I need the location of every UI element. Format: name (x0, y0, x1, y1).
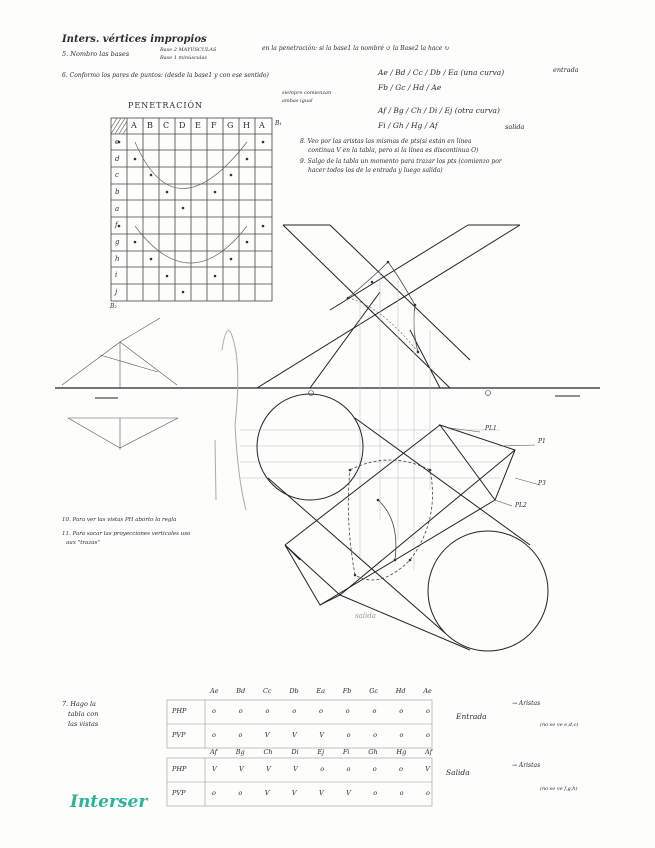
entrada-pairs-2: Fb / Gc / Hd / Ae (378, 83, 442, 92)
salida-header-row (210, 748, 432, 756)
view-cell: o (345, 707, 350, 715)
col-header-e: E (195, 121, 201, 130)
step5-tail: en la penetración: si la base1 la nombré ↺ la Base2 la hace ↻ (262, 45, 450, 52)
view-cell: o (292, 707, 297, 715)
view-cell: o (319, 707, 323, 715)
salida-header-cell: Ej (317, 748, 325, 756)
entrada-pairs-1: Ae / Bd / Cc / Db / Ea (una curva) (378, 68, 505, 77)
step6-text: 6. Conformo los pares de puntos: (desde la base1 y con ese sentido) (62, 72, 269, 79)
base2-note: Base 2 MAYÚSCULAS (160, 47, 217, 53)
step9-line1: 9. Salgo de la tabla un momento para trazar los pts (comienzo por (300, 158, 502, 165)
salida-pairs-1: Af / Bg / Ch / Di / Ej (otra curva) (378, 106, 500, 115)
row-label-b: b (115, 188, 120, 196)
row-label-f: f (115, 221, 118, 229)
views-entrada-label: Entrada (456, 712, 487, 721)
view-cell: V (319, 789, 324, 797)
view-cell: o (265, 707, 270, 715)
entrada-header-cell: Ea (316, 687, 326, 695)
step7-line2: tabla con (68, 710, 99, 718)
view-cell: V (264, 731, 270, 739)
view-cell: o (372, 707, 377, 715)
view-cell: o (398, 765, 403, 773)
entrada-row-label-pvp: PVP (172, 731, 186, 739)
view-cell: o (212, 789, 216, 797)
view-cell: V (239, 765, 244, 773)
step6-side-1: siempre comienzan (282, 90, 332, 96)
col-header-a: A (131, 121, 137, 130)
col-header-d: D (179, 121, 186, 130)
step5-text: 5. Nombro las bases (62, 50, 130, 58)
step7-line3: las vistas (68, 720, 99, 728)
view-cell: o (346, 731, 351, 739)
entrada-header-cell: Fb (342, 687, 352, 695)
col-header-b: B (147, 121, 153, 130)
interser-logo-text: Interser (70, 792, 148, 812)
entrada-row-pvp (212, 731, 430, 739)
entrada-header-cell: Ae (423, 687, 432, 695)
view-cell: V (319, 731, 325, 739)
entrada-header-cell: Bd (236, 687, 246, 695)
salida-header-cell: Af (425, 748, 432, 756)
entrada-row-label-php: PHP (172, 707, 187, 715)
view-cell: o (372, 765, 377, 773)
label-pl1: PL1 (485, 425, 497, 432)
entrada-label: entrada (553, 66, 579, 74)
view-cell: V (346, 789, 351, 797)
col-header-c: C (163, 121, 170, 130)
views-salida-label: Salida (446, 768, 470, 777)
base1-note: Base 1 minúsculas (160, 55, 208, 61)
salida-header-cell: Di (291, 748, 299, 756)
row-label-c: c (115, 171, 119, 179)
view-cell: o (238, 707, 243, 715)
salida-pairs-2: Fi / Gh / Hg / Af (378, 121, 438, 130)
step8-line2: continua V en la tabla, pero si la línea es discontinua O) (308, 147, 479, 154)
view-cell: o (212, 707, 216, 715)
label-p3: P3 (538, 480, 546, 487)
row-label-e: e (115, 138, 120, 146)
step9-line2: hacer todos los de la entrada y luego salida) (308, 167, 443, 174)
views-entrada-side-2: (no se ve e,d,c) (540, 722, 579, 728)
col-header-f: F (211, 121, 217, 130)
step8-line1: 8. Veo por las aristas las mismas de pts(si están en línea (300, 138, 472, 145)
view-cell: o (320, 765, 325, 773)
view-cell: o (426, 789, 430, 797)
row-label-h: h (115, 255, 120, 263)
entrada-header-cell: Ae (210, 687, 219, 695)
label-p1: P1 (538, 438, 546, 445)
label-pl2: PL2 (515, 502, 527, 509)
view-cell: o (426, 707, 430, 715)
row-label-d: d (115, 155, 120, 163)
view-cell: o (399, 731, 404, 739)
salida-header-cell: Fi (342, 748, 350, 756)
view-cell: V (266, 765, 271, 773)
view-cell: V (291, 789, 297, 797)
views-entrada-side-1: → Aristas (512, 700, 541, 707)
step7-line1: 7. Hago la (62, 700, 96, 708)
step11-line1: 11. Para sacar las proyecciones verticales uso (62, 531, 191, 537)
col-header-h: H (243, 121, 250, 130)
entrada-header-row (210, 687, 432, 695)
view-cell: V (425, 765, 430, 773)
step11-line2: aux "trazas" (66, 540, 100, 546)
salida-header-cell: Ch (263, 748, 273, 756)
row-label-i: i (115, 271, 118, 279)
entrada-header-cell: Db (289, 687, 299, 695)
salida-row-label-php: PHP (172, 765, 187, 773)
salida-row-pvp (212, 789, 430, 797)
view-cell: o (399, 707, 404, 715)
view-cell: V (293, 765, 298, 773)
view-cell: o (238, 731, 243, 739)
step10-text: 10. Para ver las vistas PH aborto la regla (62, 517, 177, 523)
view-cell: o (238, 789, 243, 797)
penetration-table-title: PENETRACIÓN (128, 101, 204, 110)
salida-header-cell: Hg (396, 748, 407, 756)
view-cell: o (425, 731, 430, 739)
page-title: Inters. vértices impropios (62, 34, 207, 45)
col-header-g: G (227, 121, 234, 130)
entrada-header-cell: Cc (262, 687, 272, 695)
table-base1-label: B₁ (275, 120, 282, 127)
row-label-g: g (115, 238, 120, 246)
entrada-row-php (212, 707, 430, 715)
salida-row-php (212, 765, 430, 773)
salida-header-cell: Gh (368, 748, 378, 756)
views-salida-side-1: → Aristas (512, 762, 541, 769)
col-header-a2: A (259, 121, 265, 130)
step6-side-2: ambas igual (282, 98, 313, 104)
table-base2-label: B₂ (110, 303, 117, 310)
view-cell: o (373, 789, 378, 797)
view-cell: o (346, 765, 351, 773)
view-cell: V (212, 765, 217, 773)
view-cell: o (212, 731, 216, 739)
salida-header-cell: Af (210, 748, 217, 756)
entrada-header-cell: Hd (395, 687, 406, 695)
view-cell: o (373, 731, 377, 739)
salida-drawing-label: salida (355, 612, 376, 620)
entrada-header-cell: Gc (369, 687, 379, 695)
row-label-j: j (115, 288, 118, 296)
views-salida-side-2: (no se ve f,g,h) (540, 786, 578, 792)
salida-label: salida (505, 123, 525, 131)
view-cell: V (264, 789, 270, 797)
view-cell: o (399, 789, 404, 797)
row-label-a: a (115, 205, 120, 213)
salida-header-cell: Bg (235, 748, 245, 756)
salida-row-label-pvp: PVP (172, 789, 186, 797)
view-cell: V (292, 731, 297, 739)
